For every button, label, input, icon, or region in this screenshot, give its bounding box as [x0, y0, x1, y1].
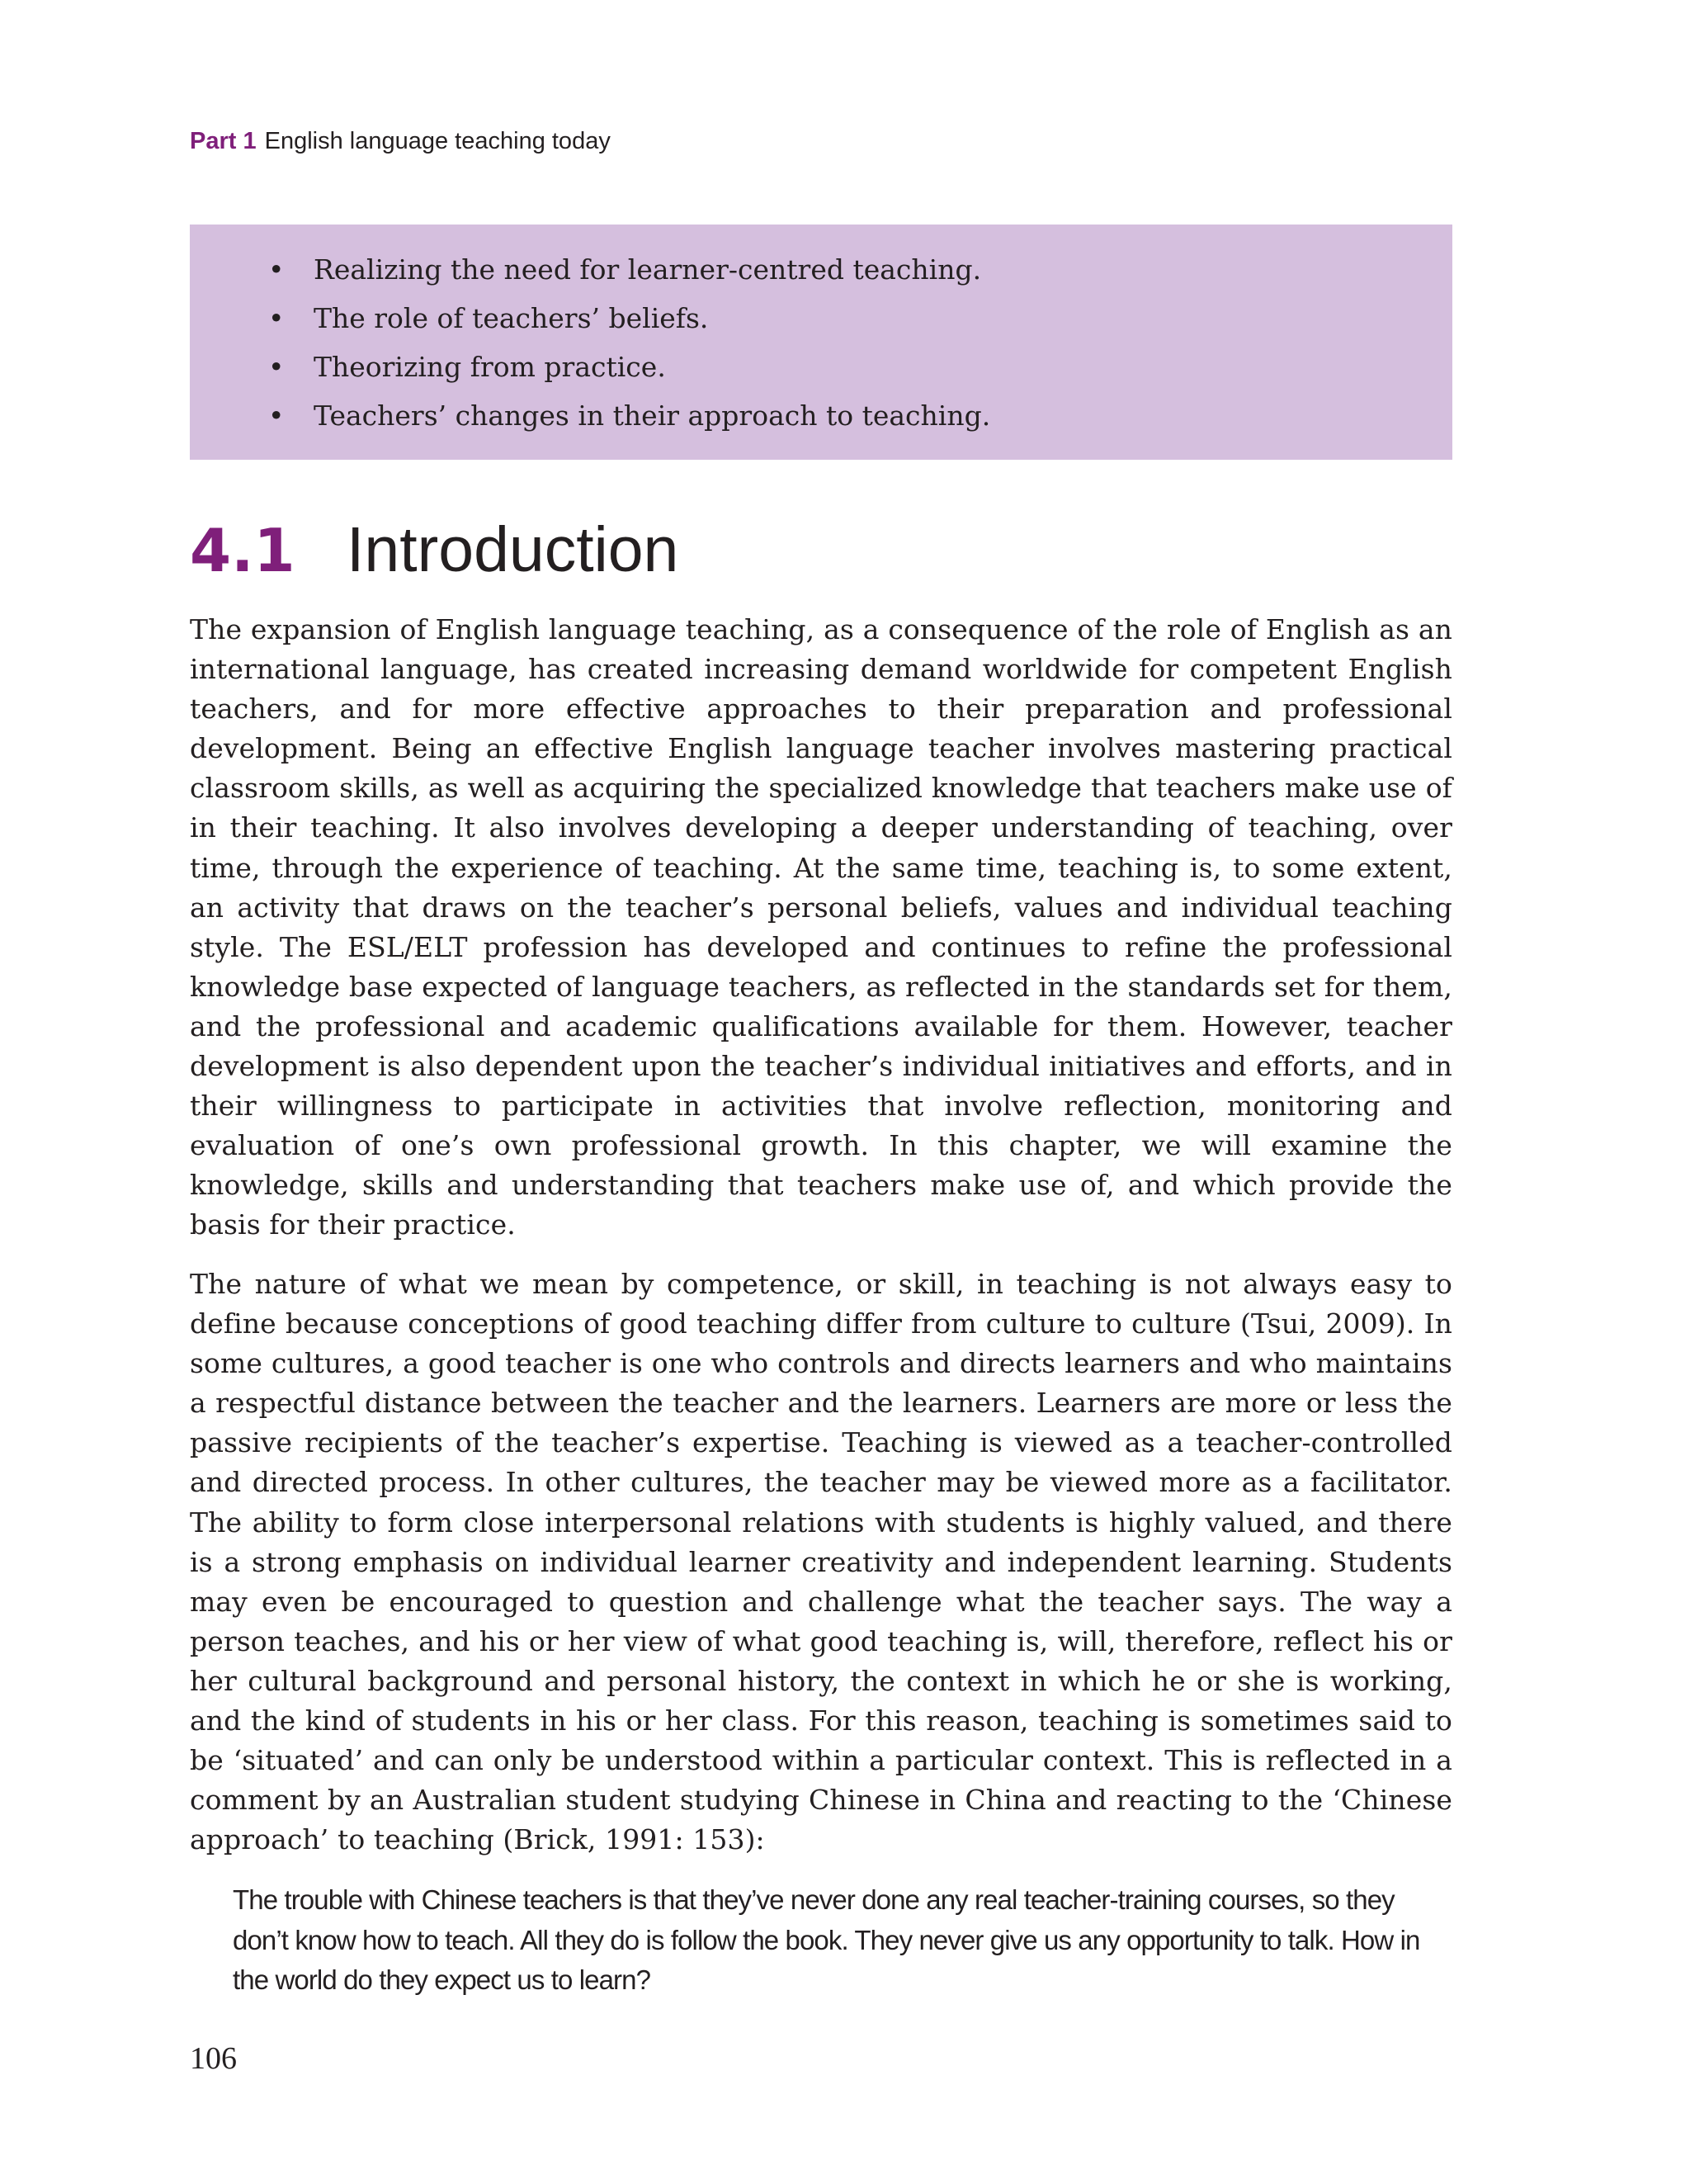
- body-paragraph: The nature of what we mean by competence, or skill, in teaching is not always easy to define because conceptions of good teaching differ from culture to culture (Tsui, 2009). In some cultures, a good teacher is one who controls and directs learners and who maintains a respectful distance between the teacher and the learners. Learners are more or less the passive recipients of the teacher’s expertise. Teaching is viewed as a teacher-controlled and directed process. In other cultures, the teacher may be viewed more as a facilitator. The ability to form close interpersonal relations with students is highly valued, and there is a strong emphasis on individual learner creativity and independent learning. Students may even be encouraged to question and challenge what the teacher says. The way a person teaches, and his or her view of what good teaching is, will, therefore, reflect his or her cultural background and personal history, the context in which he or she is working, and the kind of students in his or her class. For this reason, teaching is sometimes said to be ‘situated’ and can only be understood within a particular context. This is reflected in a comment by an Australian student studying Chinese in China and reacting to the ‘Chinese approach’ to teaching (Brick, 1991: 153):: [190, 1268, 1452, 1856]
- objective-text: Realizing the need for learner-centred teaching.: [314, 253, 982, 286]
- running-head: [190, 128, 611, 155]
- part-label: Part 1: [190, 128, 257, 154]
- body-paragraph: The expansion of English language teaching, as a consequence of the role of English as an international language, has created increasing demand worldwide for competent English teachers, and for more effective approaches to their preparation and professional development. Being an effective English language teacher involves mastering practical classroom skills, as well as acquiring the specialized knowledge that teachers make use of in their teaching. It also involves developing a deeper understanding of teaching, over time, through the experience of teaching. At the same time, teaching is, to some extent, an activity that draws on the teacher’s personal beliefs, values and individual teaching style. The ESL/ELT profession has developed and continues to refine the professional knowledge base expected of language teachers, as reflected in the standards set for them, and the professional and academic qualifications available for them. However, teacher development is also dependent upon the teacher’s individual initiatives and efforts, and in their willingness to participate in activities that involve reflection, monitoring and evaluation of one’s own professional growth. In this chapter, we will examine the knowledge, skills and understanding that teachers make use of, and which provide the basis for their practice.: [190, 613, 1452, 1241]
- objective-item: [268, 294, 1452, 343]
- section-title: Introduction: [347, 514, 679, 585]
- bullet-icon: •: [268, 399, 285, 432]
- bullet-icon: •: [268, 302, 285, 334]
- objective-item: [268, 245, 1452, 294]
- objective-text: Theorizing from practice.: [314, 351, 666, 383]
- page-number: 106: [190, 2041, 237, 2076]
- section-number: 4.1: [190, 516, 295, 585]
- objective-item: [268, 343, 1452, 391]
- section-heading: [190, 514, 679, 585]
- bullet-icon: •: [268, 253, 285, 286]
- objective-text: Teachers’ changes in their approach to teaching.: [314, 399, 991, 432]
- objective-text: The role of teachers’ beliefs.: [314, 302, 709, 334]
- objectives-list: [190, 225, 1452, 440]
- objective-item: [268, 391, 1452, 440]
- objectives-box: [190, 225, 1452, 460]
- part-title: English language teaching today: [264, 128, 611, 154]
- block-quote: The trouble with Chinese teachers is that they’ve never done any real teacher-training courses, so they don’t know how to teach. All they do is follow the book. They never give us any opportunity to talk. How in the world do they expect us to learn?: [233, 1884, 1420, 1995]
- bullet-icon: •: [268, 351, 285, 383]
